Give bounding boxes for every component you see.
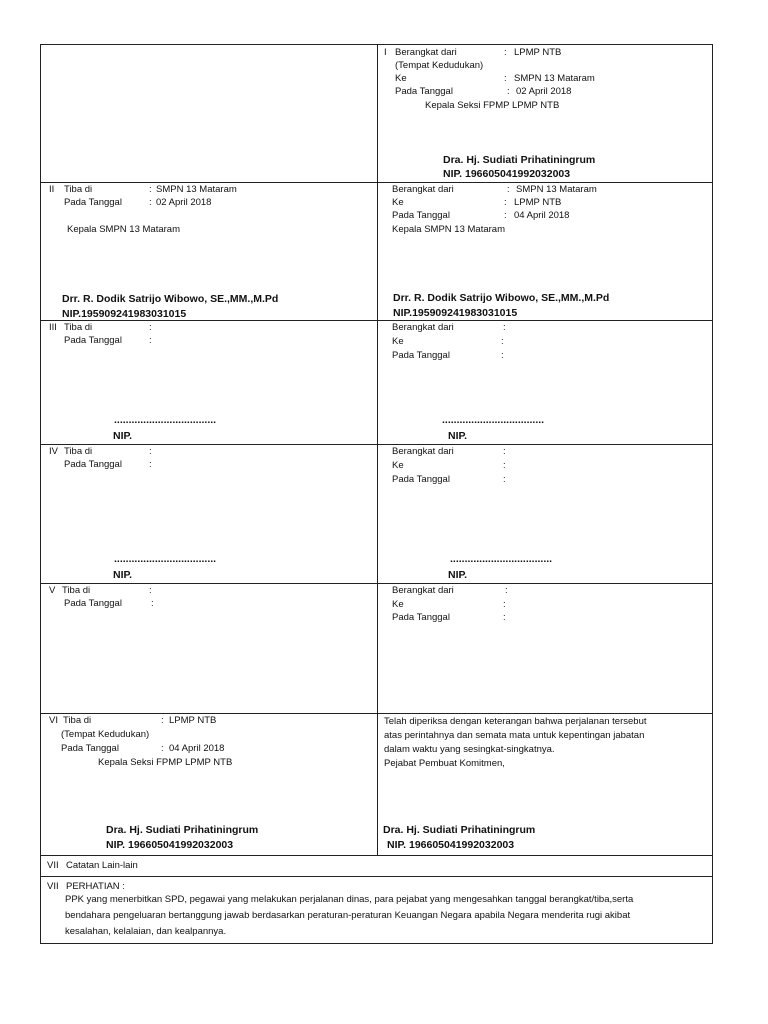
arrive-label: Tiba di xyxy=(62,585,91,596)
colon: : xyxy=(161,715,164,726)
colon: : xyxy=(501,350,504,361)
date-value: 02 April 2018 xyxy=(516,86,572,97)
depart-value: SMPN 13 Mataram xyxy=(516,184,597,195)
colon: : xyxy=(507,86,510,97)
signature-dots: ................................... xyxy=(114,553,217,565)
colon: : xyxy=(504,73,507,84)
signer-name: Dra. Hj. Sudiati Prihatiningrum xyxy=(106,824,259,836)
colon: : xyxy=(504,47,507,58)
attention-label: PERHATIAN : xyxy=(66,881,125,892)
arrive-value: LPMP NTB xyxy=(169,715,217,726)
arrive-label: Tiba di xyxy=(64,446,93,457)
signer-nip: NIP. xyxy=(448,430,468,442)
colon: : xyxy=(503,599,506,610)
signer-name: Drr. R. Dodik Satrijo Wibowo, SE.,MM.,M.Pd xyxy=(62,293,279,305)
date-value: 04 April 2018 xyxy=(169,743,225,754)
colon: : xyxy=(149,446,152,457)
date-label: Pada Tanggal xyxy=(61,743,119,754)
section-number: I xyxy=(384,47,387,58)
signer-nip: NIP. xyxy=(448,569,468,581)
signer-name: Dra. Hj. Sudiati Prihatiningrum xyxy=(443,154,596,166)
depart-label: Berangkat dari xyxy=(395,47,457,58)
colon: : xyxy=(149,459,152,470)
signature-dots: ................................... xyxy=(114,414,217,426)
signer-nip: NIP. 196605041992032003 xyxy=(387,839,515,851)
statement-line: atas perintahnya dan semata mata untuk kepentingan jabatan xyxy=(384,730,645,741)
notes-label: Catatan Lain-lain xyxy=(66,860,138,871)
arrive-label: Tiba di xyxy=(64,184,93,195)
travel-document-form xyxy=(40,44,713,944)
depart-label: Berangkat dari xyxy=(392,585,454,596)
colon: : xyxy=(151,598,154,609)
signer-position: Kepala SMPN 13 Mataram xyxy=(67,224,180,235)
colon: : xyxy=(507,184,510,195)
signature-dots: ................................... xyxy=(450,553,553,565)
date-label: Pada Tanggal xyxy=(392,210,450,221)
colon: : xyxy=(504,210,507,221)
date-label: Pada Tanggal xyxy=(64,459,122,470)
to-label: Ke xyxy=(392,197,404,208)
section-number: IV xyxy=(49,446,58,457)
signer-nip: NIP.195909241983031015 xyxy=(393,307,518,319)
date-value: 02 April 2018 xyxy=(156,197,212,208)
origin-note: (Tempat Kedudukan) xyxy=(61,729,150,740)
attention-text-line: bendahara pengeluaran bertanggung jawab berdasarkan peraturan-peraturan Keuangan Negara apabila Negara menderita rugi akibat xyxy=(65,910,631,921)
signer-name: Drr. R. Dodik Satrijo Wibowo, SE.,MM.,M.Pd xyxy=(393,292,610,304)
attention-text-line: PPK yang menerbitkan SPD, pegawai yang melakukan perjalanan dinas, para pejabat yang mengesahkan tanggal berangkat/tiba,serta xyxy=(65,894,634,905)
colon: : xyxy=(149,322,152,333)
section-number: VII xyxy=(47,860,59,871)
to-value: SMPN 13 Mataram xyxy=(514,73,595,84)
section-number: III xyxy=(49,322,57,333)
depart-value: LPMP NTB xyxy=(514,47,562,58)
origin-note: (Tempat Kedudukan) xyxy=(395,60,484,71)
date-label: Pada Tanggal xyxy=(64,598,122,609)
signer-name: Dra. Hj. Sudiati Prihatiningrum xyxy=(383,824,536,836)
to-label: Ke xyxy=(392,599,404,610)
depart-label: Berangkat dari xyxy=(392,322,454,333)
to-label: Ke xyxy=(392,460,404,471)
signer-nip: NIP. 196605041992032003 xyxy=(443,168,571,180)
signer-position: Kepala Seksi FPMP LPMP NTB xyxy=(425,100,560,111)
statement-line: dalam waktu yang sesingkat-singkatnya. xyxy=(384,744,555,755)
colon: : xyxy=(161,743,164,754)
colon: : xyxy=(503,612,506,623)
colon: : xyxy=(503,446,506,457)
colon: : xyxy=(149,197,152,208)
depart-label: Berangkat dari xyxy=(392,184,454,195)
column-divider xyxy=(377,45,378,856)
colon: : xyxy=(505,585,508,596)
section-number: V xyxy=(49,585,56,596)
statement-line: Telah diperiksa dengan keterangan bahwa perjalanan tersebut xyxy=(384,716,647,727)
depart-label: Berangkat dari xyxy=(392,446,454,457)
colon: : xyxy=(503,460,506,471)
signer-position: Kepala Seksi FPMP LPMP NTB xyxy=(98,757,233,768)
section-number: VI xyxy=(49,715,58,726)
colon: : xyxy=(503,322,506,333)
colon: : xyxy=(504,197,507,208)
to-label: Ke xyxy=(395,73,407,84)
section-number: VII xyxy=(47,881,59,892)
colon: : xyxy=(501,336,504,347)
official-title: Pejabat Pembuat Komitmen, xyxy=(384,758,505,769)
arrive-value: SMPN 13 Mataram xyxy=(156,184,237,195)
signer-nip: NIP. xyxy=(113,569,133,581)
signature-dots: ................................... xyxy=(442,414,545,426)
signer-nip: NIP. xyxy=(113,430,133,442)
colon: : xyxy=(149,335,152,346)
colon: : xyxy=(149,184,152,195)
date-label: Pada Tanggal xyxy=(392,350,450,361)
signer-nip: NIP.195909241983031015 xyxy=(62,308,187,320)
date-label: Pada Tanggal xyxy=(64,197,122,208)
arrive-label: Tiba di xyxy=(64,322,93,333)
date-value: 04 April 2018 xyxy=(514,210,570,221)
date-label: Pada Tanggal xyxy=(395,86,453,97)
to-value: LPMP NTB xyxy=(514,197,562,208)
signer-nip: NIP. 196605041992032003 xyxy=(106,839,234,851)
date-label: Pada Tanggal xyxy=(392,612,450,623)
attention-text-line: kesalahan, kelalaian, dan kealpannya. xyxy=(65,926,227,937)
colon: : xyxy=(149,585,152,596)
arrive-label: Tiba di xyxy=(63,715,92,726)
to-label: Ke xyxy=(392,336,404,347)
date-label: Pada Tanggal xyxy=(64,335,122,346)
signer-position: Kepala SMPN 13 Mataram xyxy=(392,224,505,235)
date-label: Pada Tanggal xyxy=(392,474,450,485)
colon: : xyxy=(503,474,506,485)
section-number: II xyxy=(49,184,55,195)
row-section-7 xyxy=(41,856,712,877)
